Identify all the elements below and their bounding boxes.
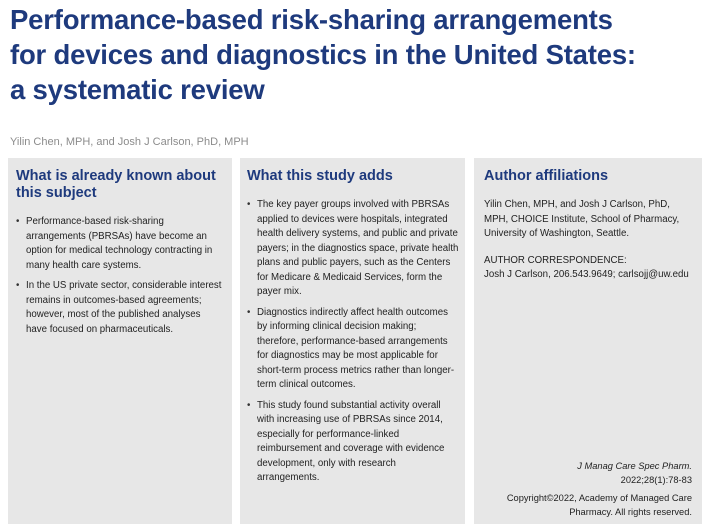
affiliations-text: Yilin Chen, MPH, and Josh J Carlson, PhD, MPH, CHOICE Institute, School of Pharmacy, University of Washington, Seattle. — [484, 199, 680, 239]
already-known-heading: What is already known about this subject — [16, 168, 216, 201]
study-adds-heading: What this study adds — [247, 168, 393, 184]
already-known-panel — [8, 158, 232, 524]
citation-volume: 2022;28(1):78-83 — [620, 474, 692, 485]
author-byline: Yilin Chen, MPH, and Josh J Carlson, PhD, MPH — [10, 136, 249, 148]
copyright-notice: Copyright©2022, Academy of Managed Care Pharmacy. All rights reserved. — [506, 493, 692, 517]
already-known-list — [16, 215, 222, 343]
study-adds-list — [247, 198, 459, 492]
article-title-line: for devices and diagnostics in the United States: — [10, 39, 636, 70]
journal-name: J Manag Care Spec Pharm. — [577, 461, 692, 471]
bullet-item: • This study found substantial activity overall with increasing use of PBRSAs since 2014, especially for performance-linked reimbursement and coverage with evidence development, only with research arrangements. — [247, 399, 459, 486]
bullet-item: • Performance-based risk-sharing arrangements (PBRSAs) have become an option for medical technology contracting in many health care systems. — [16, 215, 222, 273]
affiliations-heading: Author affiliations — [484, 168, 609, 184]
citation — [577, 460, 692, 487]
article-title-line: Performance-based risk-sharing arrangements — [10, 4, 613, 35]
correspondence-label: AUTHOR CORRESPONDENCE: — [484, 255, 627, 266]
article-title-line: a systematic review — [10, 74, 265, 105]
bullet-item: • The key payer groups involved with PBRSAs applied to devices were hospitals, integrated health delivery systems, and public and private payers; in the diagnostics space, private health plans and public payers, such as the Centers for Medicare & Medicaid Services, form the payer mix. — [247, 198, 459, 300]
article-title — [10, 2, 700, 107]
correspondence-contact: Josh J Carlson, 206.543.9649; carlsojj@uw.edu — [484, 269, 689, 280]
study-adds-panel — [240, 158, 465, 524]
bullet-item: • In the US private sector, considerable interest remains in outcomes-based agreements; however, most of the published analyses have focused on pharmaceuticals. — [16, 279, 222, 337]
author-affiliations-panel — [474, 158, 702, 524]
bullet-item: • Diagnostics indirectly affect health outcomes by informing clinical decision making; therefore, performance-based arrangements for diagnostics may be most applicable for short-term process metrics rather than longer-term clinical outcomes. — [247, 306, 459, 393]
